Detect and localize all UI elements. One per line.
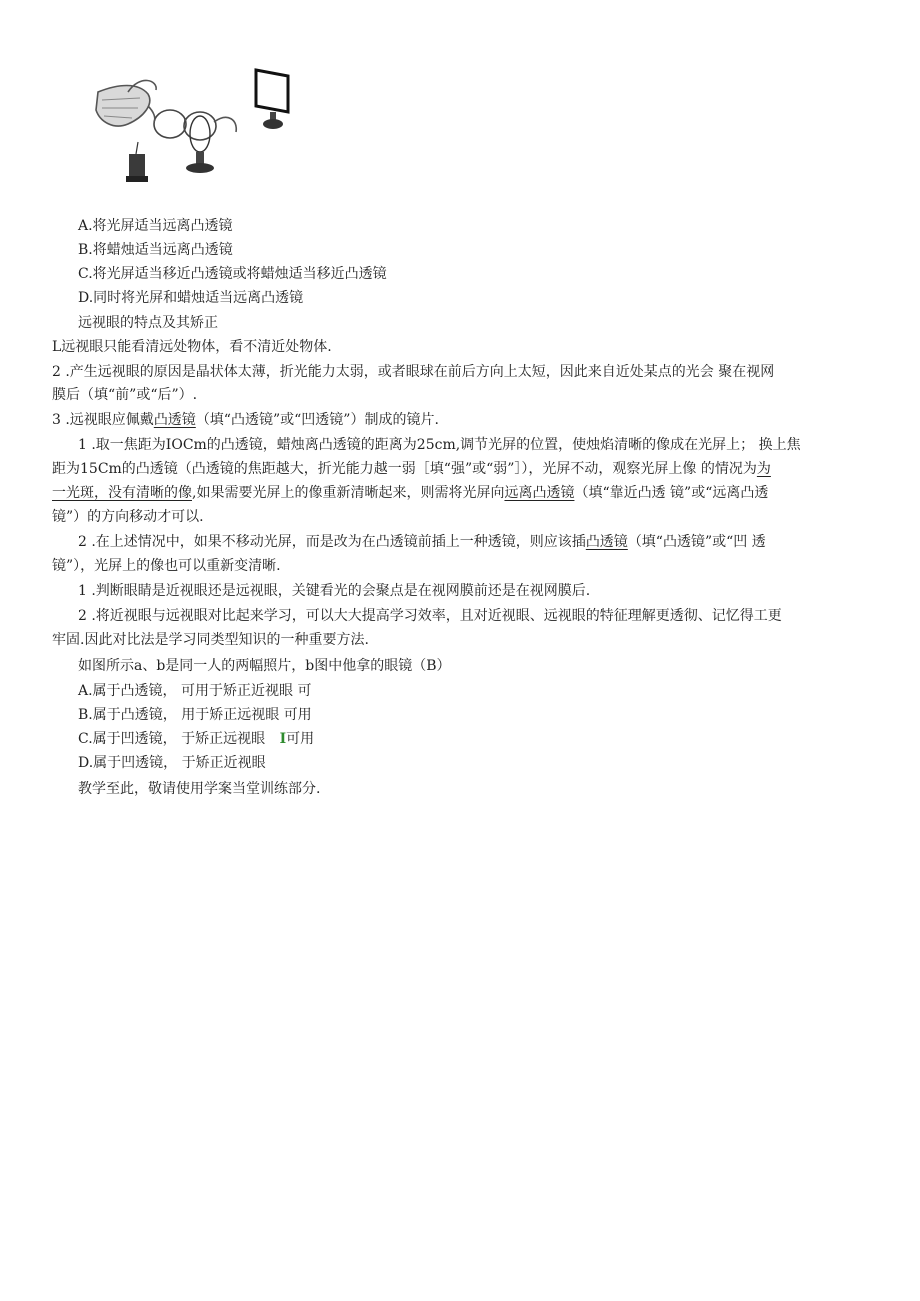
point-3-answer: 凸透镜 [153, 412, 196, 428]
exp-2-answer: 凸透镜 [585, 534, 628, 550]
q1-option-b: B.将蜡烛适当远离凸透镜 [78, 242, 233, 258]
summary-1: 1 .判断眼睛是近视眼还是远视眼，关键看光的会聚点是在视网膜前还是在视网膜后. [78, 583, 591, 599]
q2-option-c [78, 729, 314, 749]
q2-option-c-tail: 可用 [286, 731, 315, 747]
q2-option-d: D.属于凹透镜， 于矫正近视眼 [78, 755, 266, 771]
exp-2-line1 [78, 532, 766, 552]
exp-1-line1: 1 .取一焦距为IOCm的凸透镜，蜡烛离凸透镜的距离为25cm,调节光屏的位置，使烛焰清晰的像成在光屏上； 换上焦 [78, 437, 801, 453]
exp-1-answer-start: 为 [756, 461, 771, 477]
exp-1-line2 [52, 459, 771, 479]
q1-option-a: A.将光屏适当远离凸透镜 [78, 218, 233, 234]
section-title: 远视眼的特点及其矫正 [78, 315, 218, 331]
exp-2-line1-post: （填“凸透镜”或“凹 透 [627, 534, 766, 550]
exp-1-line3 [52, 483, 768, 503]
point-3 [52, 410, 439, 430]
exp-2-line2: 镜”），光屏上的像也可以重新变清晰. [52, 558, 281, 574]
point-2-line2: 膜后（填“前”或“后”）. [52, 387, 198, 403]
point-3-prefix: 3 .远视眼应佩戴 [52, 412, 154, 428]
q2-stem: 如图所示a、b是同一人的两幅照片，b图中他拿的眼镜（B） [78, 658, 451, 674]
light-screen-icon [256, 70, 288, 129]
hand-with-glasses-icon [96, 80, 236, 140]
q2-option-a: A.属于凸透镜， 可用于矫正近视眼 可 [78, 683, 312, 699]
exp-1-line4: 镜”）的方向移动才可以. [52, 509, 204, 525]
q2-option-b: B.属于凸透镜， 用于矫正远视眼 可用 [78, 707, 312, 723]
point-1: L远视眼只能看清远处物体，看不清近处物体. [52, 339, 332, 355]
point-2-line1: 2 .产生远视眼的原因是晶状体太薄，折光能力太弱，或者眼球在前后方向上太短，因此来自近处某点的光会 聚在视网 [52, 364, 775, 380]
convex-lens-icon [186, 116, 214, 173]
summary-2-line2: 牢固.因此对比法是学习同类型知识的一种重要方法. [52, 632, 369, 648]
exp-1-answer-1: 一光斑，没有清晰的像 [52, 485, 192, 501]
q2-option-c-text: C.属于凹透镜， 于矫正远视眼 [78, 731, 266, 747]
summary-2-line1: 2 .将近视眼与远视眼对比起来学习，可以大大提高学习效率，且对近视眼、远视眼的特征理解更透彻、记忆得工更 [78, 608, 782, 624]
lens-experiment-figure [88, 62, 308, 184]
closing-note: 教学至此，敬请使用学案当堂训练部分. [78, 781, 321, 797]
exp-1-line2-text: 距为15Cm的凸透镜（凸透镜的焦距越大，折光能力越一弱［填“强”或“弱”］），光屏不动，观察光屏上像 的情况为 [52, 461, 757, 477]
candle-icon [126, 142, 148, 182]
exp-1-line3-post: （填“靠近凸透 镜”或“远离凸透 [574, 485, 769, 501]
q2-option-c-mark: I [279, 731, 287, 747]
point-3-suffix: （填“凸透镜”或“凹透镜”）制成的镜片. [195, 412, 439, 428]
exp-1-line3-mid: ,如果需要光屏上的像重新清晰起来，则需将光屏向 [192, 485, 505, 501]
q1-option-c: C.将光屏适当移近凸透镜或将蜡烛适当移近凸透镜 [78, 266, 387, 282]
exp-1-answer-2: 远离凸透镜 [504, 485, 575, 501]
exp-2-line1-pre: 2 .在上述情况中，如果不移动光屏，而是改为在凸透镜前插上一种透镜，则应该插 [78, 534, 586, 550]
q1-option-d: D.同时将光屏和蜡烛适当远离凸透镜 [78, 290, 304, 306]
